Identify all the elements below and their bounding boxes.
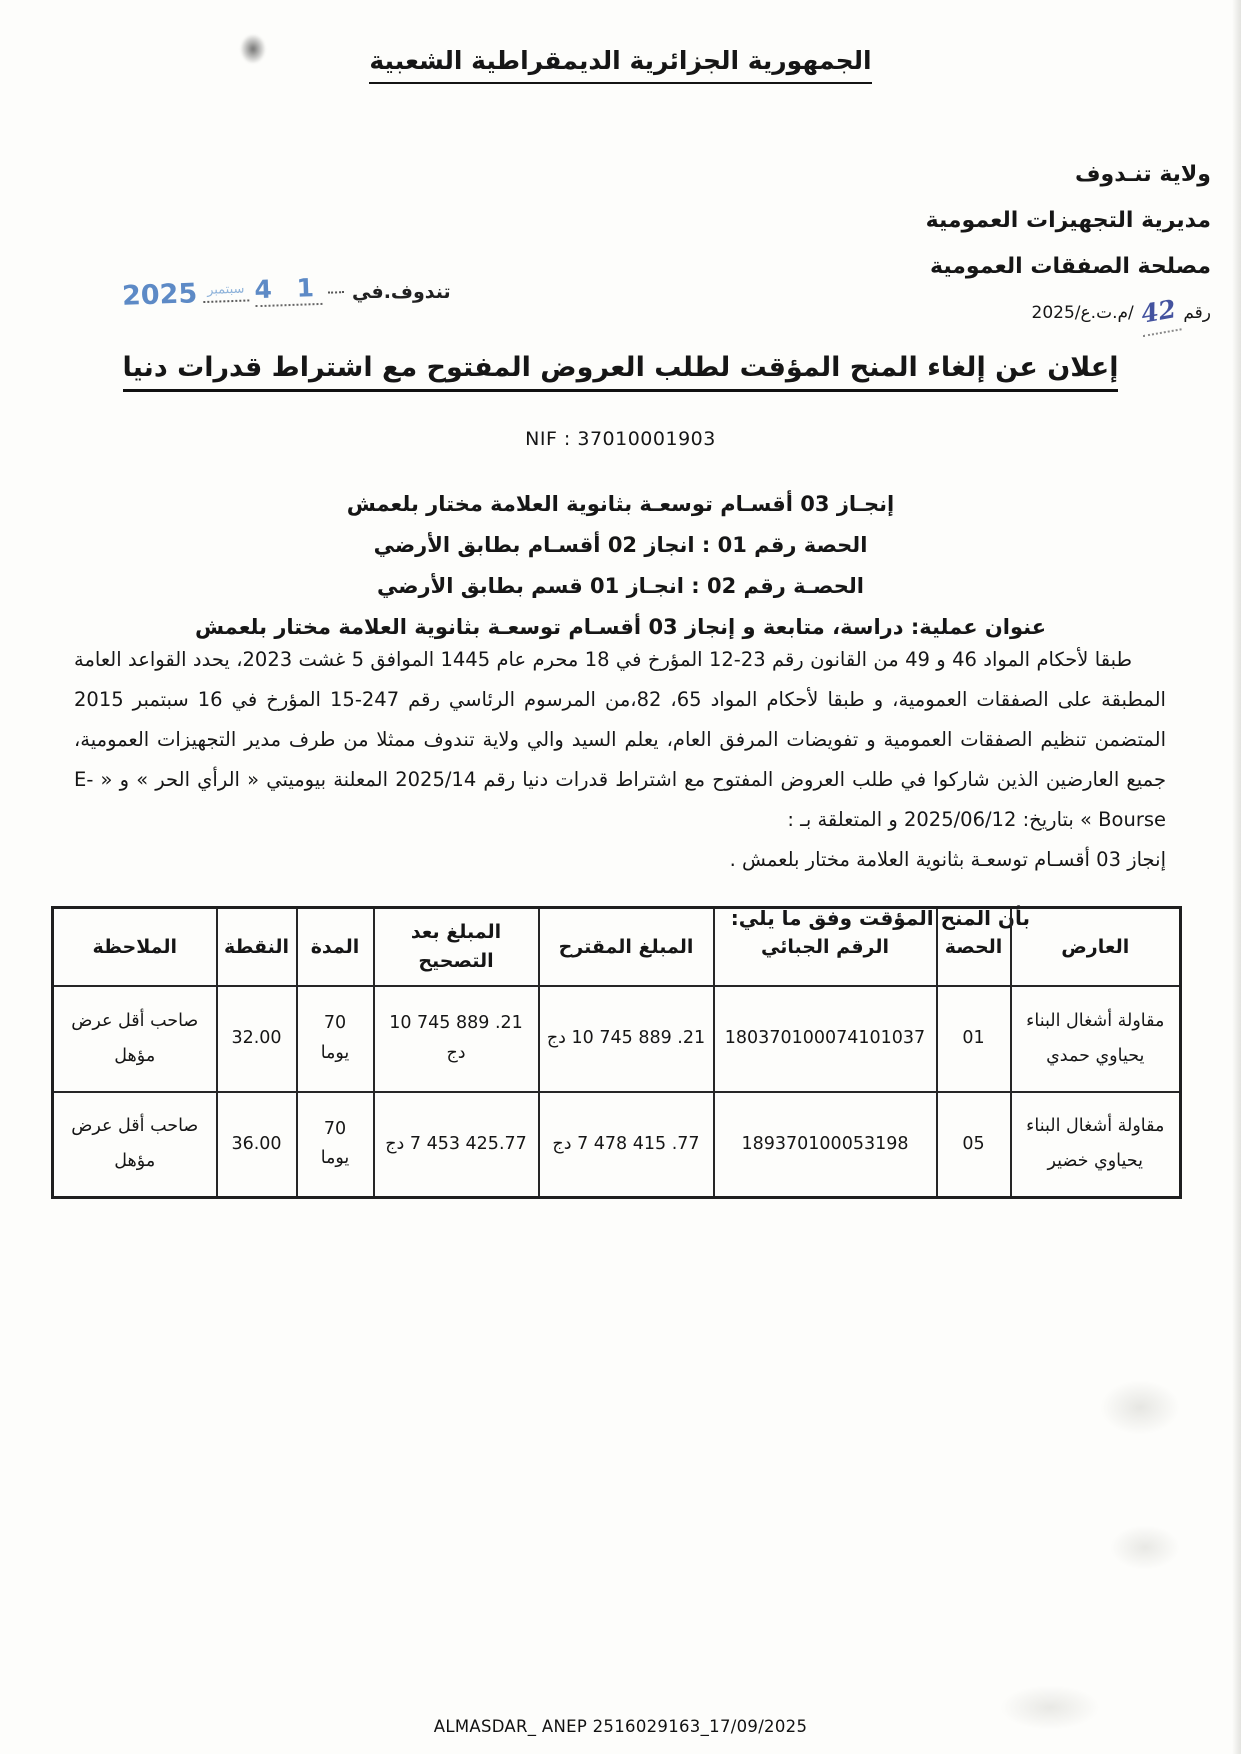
cell-value: 7 478 415 .77: [577, 1133, 700, 1154]
cell-bidder: مقاولة أشغال البناء يحياوي حمدي: [1011, 986, 1181, 1092]
stamp-month: سبتمبر: [203, 281, 249, 303]
footer-note: ALMASDAR_ ANEP 2516029163_17/09/2025: [433, 1717, 808, 1736]
table-row: [53, 986, 1181, 1092]
org-directorate: مديرية التجهيزات العمومية: [925, 208, 1211, 233]
announcement-title: [0, 352, 1241, 392]
table-row: [53, 1092, 1181, 1198]
header-cell-note: الملاحظة: [53, 908, 217, 986]
date-line: [121, 272, 451, 312]
announcement-title-text: إعلان عن إلغاء المنح المؤقت لطلب العروض المفتوح مع اشتراط قدرات دنيا: [123, 352, 1119, 392]
stamp-year: 2025: [121, 277, 198, 312]
header-cell-duration: المدة: [297, 908, 374, 986]
cell-value: 70: [323, 1118, 347, 1139]
body-block: [74, 640, 1166, 930]
ref-line: [926, 290, 1211, 333]
scan-artifact-blob: [1110, 1525, 1180, 1570]
cell-unit: دج: [446, 1042, 466, 1063]
cell-corrected: [374, 986, 539, 1092]
republic-header-text: الجمهورية الجزائرية الديمقراطية الشعبية: [369, 46, 871, 84]
project-line-1: إنجـاز 03 أقسـام توسعـة بثانوية العلامة مختار بلعمش: [346, 492, 895, 516]
scan-artifact-edge: [1232, 0, 1241, 1754]
header-cell-proposed: المبلغ المقترح: [539, 908, 714, 986]
header-cell-bidder: العارض: [1011, 908, 1181, 986]
cell-tax_id: 180370100074101037: [714, 986, 937, 1092]
project-line-4: عنوان عملية: دراسة، متابعة و إنجاز 03 أقسـام توسعـة بثانوية العلامة مختار بلعمش: [194, 615, 1047, 639]
org-block: [926, 152, 1211, 333]
cell-note: صاحب أقل عرض مؤهل: [53, 1092, 217, 1198]
results-table: [51, 906, 1182, 1199]
cell-unit: دج: [385, 1133, 405, 1154]
header-cell-tax-id: الرقم الجبائي: [714, 908, 937, 986]
ref-middle: /م.ت.ع/: [1074, 303, 1134, 323]
dotted-leader: [328, 283, 344, 294]
republic-header: [0, 46, 1241, 84]
cell-unit: يوما: [320, 1042, 350, 1063]
org-service: مصلحة الصفقات العمومية: [929, 254, 1211, 279]
cell-unit: يوما: [320, 1148, 350, 1169]
ref-number-handwritten: 42: [1136, 289, 1182, 337]
org-wilaya: ولاية تنـدوف: [1074, 162, 1211, 187]
scan-artifact-blob: [1100, 1380, 1180, 1435]
body-tail: إنجاز 03 أقسـام توسعـة بثانوية العلامة مختار بلعمش .: [729, 848, 1166, 871]
cell-unit: دج: [546, 1028, 566, 1048]
cell-corrected: [374, 1092, 539, 1198]
cell-duration: [297, 1092, 374, 1198]
cell-proposed: [539, 986, 714, 1092]
cell-score: 36.00: [217, 1092, 297, 1198]
ref-label: رقم: [1183, 303, 1211, 323]
header-cell-corrected: المبلغ بعد التصحيح: [374, 908, 539, 986]
header-cell-score: النقطة: [217, 908, 297, 986]
date-stamp: [122, 272, 345, 312]
cell-duration: [297, 986, 374, 1092]
cell-tax_id: 189370100053198: [714, 1092, 937, 1198]
nif-line: NIF : 37010001903: [525, 428, 716, 450]
cell-value: 10 745 889 .21: [389, 1012, 523, 1033]
cell-value: 10 745 889 .21: [571, 1028, 706, 1048]
cell-value: 70: [323, 1012, 347, 1033]
results-table-body: [53, 986, 1181, 1198]
cell-proposed: [539, 1092, 714, 1198]
table-header-row: [53, 908, 1181, 986]
cell-lot: 01: [937, 986, 1011, 1092]
cell-note: صاحب أقل عرض مؤهل: [53, 986, 217, 1092]
cell-lot: 05: [937, 1092, 1011, 1198]
cell-value: 7 453 425.77: [409, 1133, 527, 1154]
cell-score: 32.00: [217, 986, 297, 1092]
stamp-day: 1 4: [254, 273, 323, 307]
project-lines: [0, 484, 1241, 648]
project-line-2: الحصة رقم 01 : انجاز 02 أقسـام بطابق الأرضي: [373, 533, 868, 557]
body-paragraph: طبقا لأحكام المواد 46 و 49 من القانون رقم 23-12 المؤرخ في 18 محرم عام 1445 الموافق 5 غشت 2023، يحدد القواعد العامة المطبقة على الصفقات العمومية، و طبقا لأحكام المواد 65، 82،من المرسوم الرئاسي رقم 247-15 المؤرخ في 16 سبتمبر 2015 المتضمن تنظيم الصفقات العمومية و تفويضات المرفق العام، يعلم السيد والي ولاية تندوف ممثلا من طرف مدير التجهيزات العمومية، جميع العارضين الذين شاركوا في طلب العروض المفتوح مع اشتراط قدرات دنيا رقم 2025/14 المعلنة بيوميتي « الرأي الحر » و « E-Bourse » بتاريخ: 2025/06/12 و المتعلقة بـ :: [74, 648, 1166, 831]
project-line-3: الحصـة رقم 02 : انجـاز 01 قسم بطابق الأرضي: [377, 574, 864, 598]
header-cell-lot: الحصة: [937, 908, 1011, 986]
cell-unit: دج: [552, 1133, 572, 1154]
ref-year: 2025: [1031, 303, 1075, 323]
date-place: تندوف.في: [352, 281, 451, 303]
cell-bidder: مقاولة أشغال البناء يحياوي خضير: [1011, 1092, 1181, 1198]
award-intro: بأن المنح المؤقت وفق ما يلي:: [730, 906, 1030, 930]
